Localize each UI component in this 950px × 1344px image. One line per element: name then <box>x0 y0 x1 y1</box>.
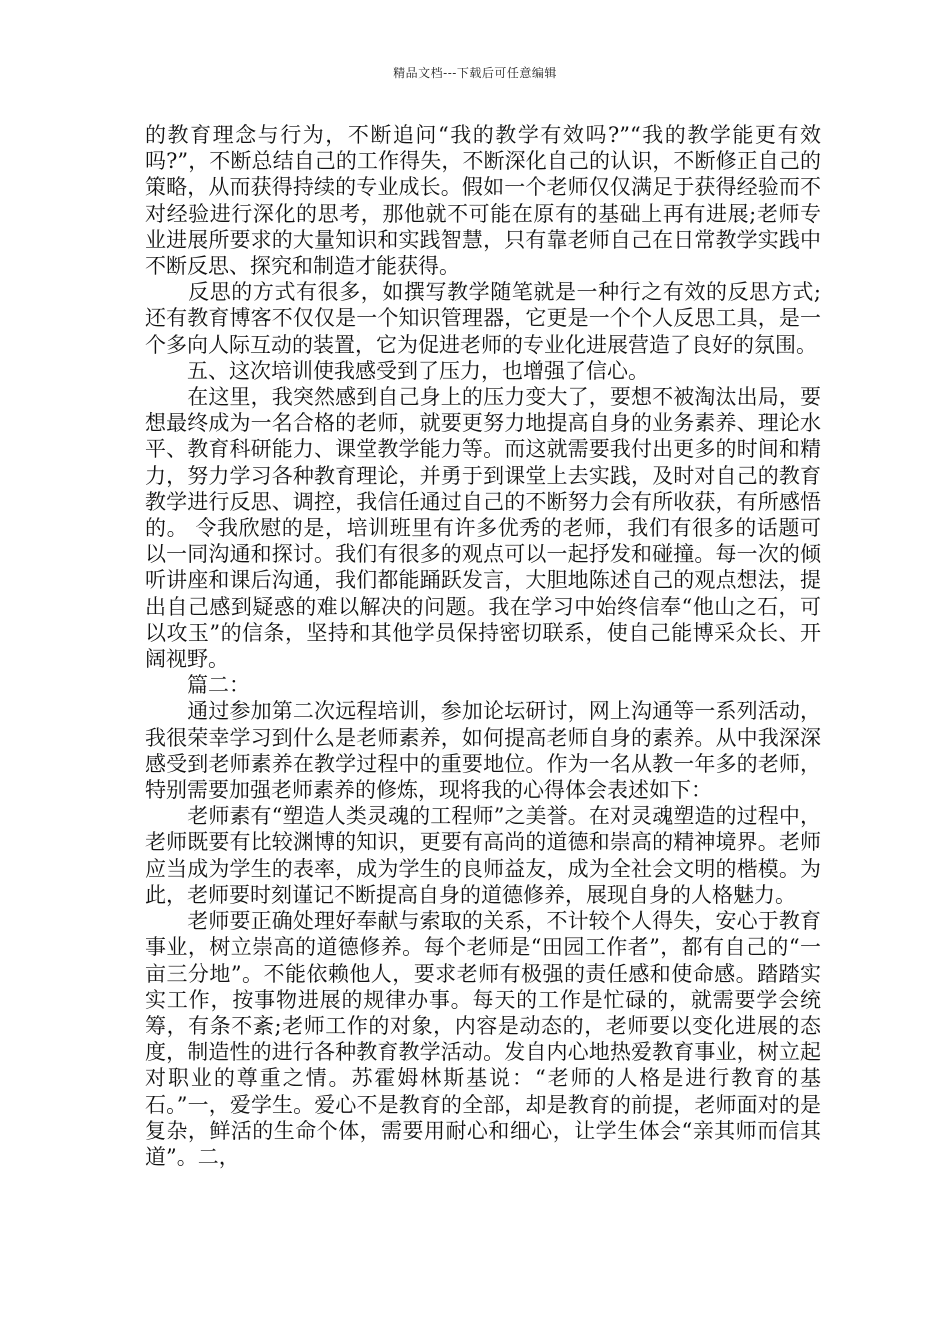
paragraph: 的教育理念与行为，不断追问“我的教学有效吗?”“我的教学能更有效吗?”，不断总结自己的工作得失，不断深化自己的认识，不断修正自己的策略，从而获得持续的专业成长。假如一个老师仅仅满足于获得经验而不对经验进行深化的思考，那他就不可能在原有的基础上再有进展;老师专业进展所要求的大量知识和实践智慧，只有靠老师自己在日常教学实践中不断反思、探究和制造才能获得。 <box>145 123 821 279</box>
section-heading: 篇二： <box>145 673 250 698</box>
paragraph: 老师素有“塑造人类灵魂的工程师”之美誉。在对灵魂塑造的过程中，老师既要有比较渊博的知识，更要有高尚的道德和崇高的精神境界。老师应当成为学生的表率，成为学生的良师益友，成为全社会文明的楷模。为此，老师要时刻谨记不断提高自身的道德修养，展现自身的人格魅力。 <box>145 804 821 907</box>
document-body <box>145 122 821 1170</box>
paragraph: 老师要正确处理好奉献与索取的关系，不计较个人得失，安心于教育事业，树立崇高的道德修养。每个老师是“田园工作者”，都有自己的“一亩三分地”。不能依赖他人，要求老师有极强的责任感和使命感。踏踏实实工作，按事物进展的规律办事。每天的工作是忙碌的，就需要学会统筹，有条不紊;老师工作的对象，内容是动态的，老师要以变化进展的态度，制造性的进行各种教育教学活动。发自内心地热爱教育事业，树立起对职业的尊重之情。苏霍姆林斯基说：“老师的人格是进行教育的基石。”一，爱学生。爱心不是教育的全部，却是教育的前提，老师面对的是复杂，鲜活的生命个体，需要用耐心和细心，让学生体会“亲其师而信其道”。二， <box>145 909 821 1169</box>
section-heading: 五、这次培训使我感受到了压力，也增强了信心。 <box>145 358 649 383</box>
paragraph: 通过参加第二次远程培训，参加论坛研讨，网上沟通等一系列活动，我很荣幸学习到什么是老师素养，如何提高老师自身的素养。从中我深深感受到老师素养在教学过程中的重要地位。作为一名从教一年多的老师，特别需要加强老师素养的修炼，现将我的心得体会表述如下： <box>145 699 821 803</box>
paragraph: 在这里，我突然感到自己身上的压力变大了，要想不被淘汰出局，要想最终成为一名合格的老师，就要更努力地提高自身的业务素养、理论水平、教育科研能力、课堂教学能力等。而这就需要我付出更多的时间和精力，努力学习各种教育理论，并勇于到课堂上去实践，及时对自己的教育教学进行反思、调控，我信任通过自己的不断努力会有所收获，有所感悟的。 令我欣慰的是，培训班里有许多优秀的老师，我们有很多的话题可以一同沟通和探讨。我们有很多的观点可以一起抒发和碰撞。每一次的倾听讲座和课后沟通，我们都能踊跃发言，大胆地陈述自己的观点想法，提出自己感到疑惑的难以解决的问题。我在学习中始终信奉“他山之石，可以攻玉”的信条，坚持和其他学员保持密切联系，使自己能博采众长、开阔视野。 <box>145 385 821 672</box>
paragraph: 反思的方式有很多，如撰写教学随笔就是一种行之有效的反思方式;还有教育博客不仅仅是一个知识管理器，它更是一个个人反思工具，是一个多向人际互动的装置，它为促进老师的专业化进展营造了良好的氛围。 <box>145 280 821 357</box>
page-header: 精品文档---下载后可任意编辑 <box>393 66 557 80</box>
